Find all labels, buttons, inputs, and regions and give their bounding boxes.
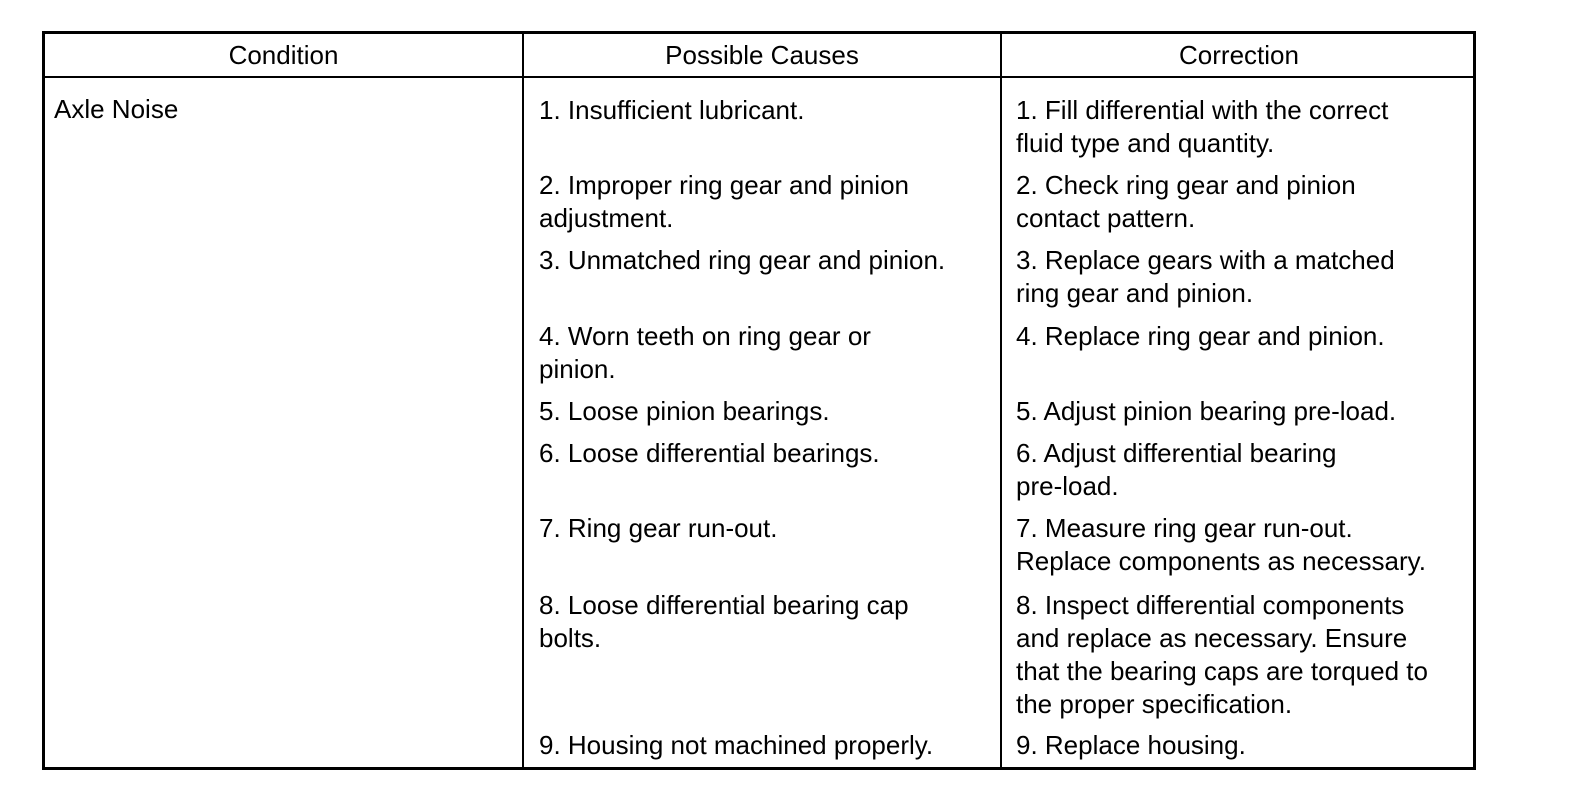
correction-cell <box>1016 395 1396 428</box>
correction-text: 4. Replace ring gear and pinion. <box>1016 321 1385 351</box>
cause-cell <box>539 320 871 386</box>
condition-cell: Axle Noise <box>54 94 179 124</box>
header-correction: Correction <box>1179 39 1299 70</box>
correction-text: and replace as necessary. Ensure <box>1016 623 1408 653</box>
column-divider <box>522 34 524 767</box>
cause-text: bolts. <box>539 623 602 653</box>
cause-cell <box>539 437 880 470</box>
cause-cell <box>539 395 830 428</box>
correction-text: 8. Inspect differential components <box>1016 590 1405 620</box>
cause-text: 2. Improper ring gear and pinion <box>539 170 910 200</box>
correction-text: ring gear and pinion. <box>1016 278 1254 308</box>
correction-cell <box>1016 437 1336 503</box>
correction-text: 5. Adjust pinion bearing pre-load. <box>1016 396 1397 426</box>
diagnosis-table <box>42 31 1476 770</box>
correction-text: the proper specification. <box>1016 689 1293 719</box>
correction-cell <box>1016 244 1395 310</box>
cause-text: 3. Unmatched ring gear and pinion. <box>539 245 946 275</box>
cause-cell <box>539 244 945 277</box>
correction-text: fluid type and quantity. <box>1016 128 1275 158</box>
cause-text: 7. Ring gear run-out. <box>539 513 778 543</box>
cause-cell <box>539 512 777 545</box>
header-condition: Condition <box>228 39 339 70</box>
correction-text: contact pattern. <box>1016 203 1196 233</box>
cause-text: 6. Loose differential bearings. <box>539 438 880 468</box>
cause-text: 8. Loose differential bearing cap <box>539 590 909 620</box>
cause-text: 9. Housing not machined properly. <box>539 730 934 760</box>
correction-cell <box>1016 729 1246 762</box>
header-possible-causes: Possible Causes <box>665 39 859 70</box>
correction-text: Replace components as necessary. <box>1016 546 1426 576</box>
cause-text: adjustment. <box>539 203 674 233</box>
cause-text: pinion. <box>539 354 616 384</box>
correction-text: 7. Measure ring gear run-out. <box>1016 513 1353 543</box>
correction-cell <box>1016 94 1388 160</box>
cause-text: 4. Worn teeth on ring gear or <box>539 321 871 351</box>
cause-text: 5. Loose pinion bearings. <box>539 396 830 426</box>
correction-cell <box>1016 589 1428 721</box>
correction-cell <box>1016 320 1385 353</box>
correction-cell <box>1016 169 1356 235</box>
cause-cell <box>539 589 909 655</box>
cause-cell <box>539 169 909 235</box>
cause-text: 1. Insufficient lubricant. <box>539 95 805 125</box>
correction-text: 2. Check ring gear and pinion <box>1016 170 1356 200</box>
cause-cell <box>539 94 804 127</box>
correction-text: 6. Adjust differential bearing <box>1016 438 1337 468</box>
correction-text: 1. Fill differential with the correct <box>1016 95 1389 125</box>
correction-text: 3. Replace gears with a matched <box>1016 245 1395 275</box>
header-divider <box>45 76 1473 78</box>
cause-cell <box>539 729 933 762</box>
correction-cell <box>1016 512 1426 578</box>
correction-text: pre-load. <box>1016 471 1119 501</box>
correction-text: that the bearing caps are torqued to <box>1016 656 1428 686</box>
correction-text: 9. Replace housing. <box>1016 730 1246 760</box>
column-divider <box>1000 34 1002 767</box>
